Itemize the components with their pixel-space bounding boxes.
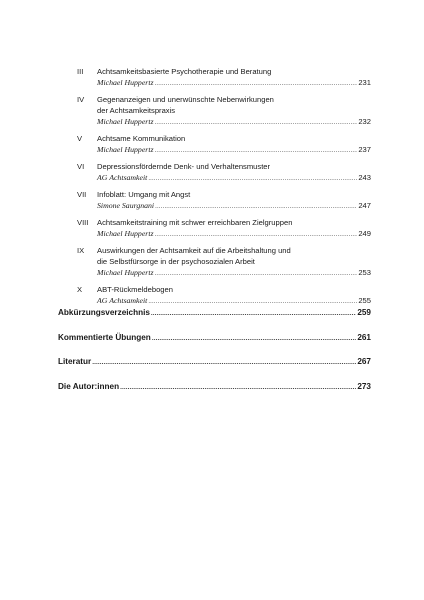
entry-body — [97, 217, 371, 241]
entry-body — [97, 133, 371, 157]
entry-author: Michael Huppertz — [97, 145, 154, 154]
entry-body — [97, 161, 371, 185]
dot-leader — [92, 357, 356, 369]
main-entry-page-number: 261 — [357, 332, 371, 342]
dot-leader — [152, 333, 357, 345]
entry-author-line — [97, 200, 371, 213]
entry-page-number: 249 — [358, 229, 371, 238]
main-entry-page-number: 273 — [357, 381, 371, 391]
main-toc-entry — [58, 381, 371, 393]
entry-number: IV — [77, 95, 85, 104]
entry-author-line — [97, 116, 371, 129]
entry-author-line — [97, 144, 371, 157]
entry-title: Infoblatt: Umgang mit Angst — [97, 190, 191, 199]
entry-page-number: 243 — [358, 173, 371, 182]
entry-title: Auswirkungen der Achtsamkeit auf die Arbeitshaltung und — [97, 246, 291, 255]
toc-entry — [77, 217, 371, 241]
toc-entry — [77, 284, 371, 308]
main-entry-label: Literatur — [58, 357, 92, 366]
dot-leader — [155, 269, 358, 280]
entry-author: AG Achtsamkeit — [97, 296, 148, 305]
entry-page-number: 231 — [358, 78, 371, 87]
toc-entry — [77, 66, 371, 90]
entry-title: Achtsamkeitstraining mit schwer erreichbaren Zielgruppen — [97, 218, 293, 227]
entry-author-line — [97, 172, 371, 185]
dot-leader — [151, 308, 356, 320]
entry-title-continued: die Selbstfürsorge in der psychosozialen Arbeit — [97, 257, 255, 266]
main-entry-label: Die Autor:innen — [58, 381, 120, 391]
toc-entry — [77, 245, 371, 280]
entry-number: V — [77, 134, 83, 143]
entry-title: Achtsamkeitsbasierte Psychotherapie und Beratung — [97, 67, 272, 76]
entry-number: III — [77, 67, 84, 76]
entry-author-line — [97, 267, 371, 280]
main-toc-entry — [58, 307, 371, 319]
dot-leader — [155, 79, 358, 90]
entry-author-line — [97, 228, 371, 241]
entry-title: Depressionsfördernde Denk- und Verhaltensmuster — [97, 162, 271, 171]
dot-leader — [120, 382, 356, 394]
entry-title: Gegenanzeigen und unerwünschte Nebenwirkungen — [97, 95, 274, 104]
entry-body — [97, 284, 371, 308]
entry-title: Achtsame Kommunikation — [97, 134, 186, 143]
entry-number: X — [77, 285, 83, 294]
entry-author: Simone Saurgnani — [97, 201, 155, 210]
dot-leader — [148, 174, 357, 185]
toc-entry — [77, 189, 371, 213]
entry-body — [97, 94, 371, 129]
main-entry-page-number: 267 — [357, 357, 371, 366]
entry-number: VIII — [77, 218, 89, 227]
appendix-toc-list — [77, 66, 371, 312]
entry-page-number: 253 — [358, 268, 371, 277]
dot-leader — [155, 230, 358, 241]
toc-entry — [77, 133, 371, 157]
entry-author: Michael Huppertz — [97, 229, 154, 238]
dot-leader — [155, 202, 357, 213]
main-toc-entry — [58, 356, 371, 368]
main-entry-page-number: 259 — [357, 308, 371, 317]
main-entry-label: Kommentierte Übungen — [58, 332, 151, 342]
entry-author: Michael Huppertz — [97, 78, 154, 87]
entry-author-line — [97, 77, 371, 90]
toc-entry — [77, 94, 371, 129]
main-toc-list — [58, 307, 371, 405]
entry-author: AG Achtsamkeit — [97, 173, 148, 182]
entry-page-number: 232 — [358, 117, 371, 126]
entry-page-number: 255 — [358, 296, 371, 305]
entry-title: ABT-Rückmeldebogen — [97, 285, 173, 294]
dot-leader — [155, 118, 358, 129]
entry-title-continued: der Achtsamkeitspraxis — [97, 106, 176, 115]
entry-number: VI — [77, 162, 85, 171]
entry-body — [97, 245, 371, 280]
toc-entry — [77, 161, 371, 185]
entry-author: Michael Huppertz — [97, 117, 154, 126]
entry-author: Michael Huppertz — [97, 268, 154, 277]
entry-body — [97, 66, 371, 90]
dot-leader — [155, 146, 358, 157]
entry-page-number: 237 — [358, 145, 371, 154]
entry-number: VII — [77, 190, 87, 199]
entry-body — [97, 189, 371, 213]
entry-page-number: 247 — [358, 201, 371, 210]
main-toc-entry — [58, 332, 371, 344]
main-entry-label: Abkürzungsverzeichnis — [58, 308, 150, 317]
entry-number: IX — [77, 246, 85, 255]
